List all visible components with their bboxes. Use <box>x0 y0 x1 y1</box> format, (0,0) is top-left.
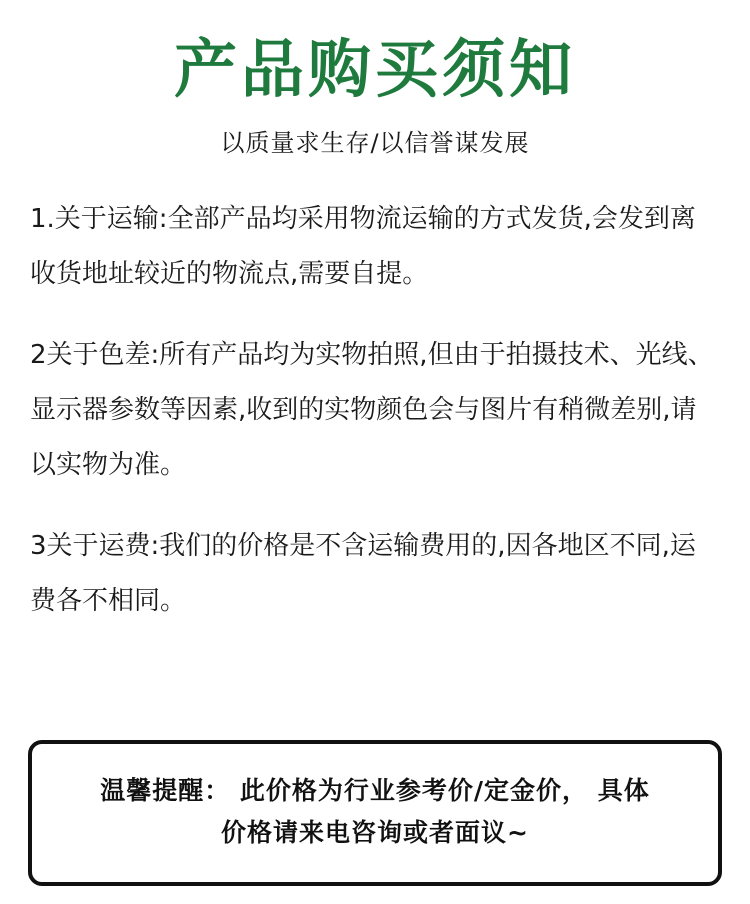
reminder-line-2: 价格请来电咨询或者面议~ <box>221 818 529 847</box>
page-title: 产品购买须知 <box>174 33 576 106</box>
note-item-shipping: 1.关于运输:全部产品均采用物流运输的方式发货,会发到离收货地址较近的物流点,需要自提。 <box>30 204 696 289</box>
notes-list <box>28 192 722 629</box>
product-purchase-notice-page <box>0 33 750 904</box>
reminder-line-1: 温馨提醒： 此价格为行业参考价/定金价， 具体 <box>100 776 650 805</box>
page-subtitle: 以质量求生存/以信誉谋发展 <box>220 129 530 157</box>
reminder-box <box>28 740 722 886</box>
note-item-freight: 3关于运费:我们的价格是不含运输费用的,因各地区不同,运费各不相同。 <box>30 531 696 616</box>
note-item-color-difference: 2关于色差:所有产品均为实物拍照,但由于拍摄技术、光线、显示器参数等因素,收到的实物颜色会与图片有稍微差别,请以实物为准。 <box>30 340 714 480</box>
